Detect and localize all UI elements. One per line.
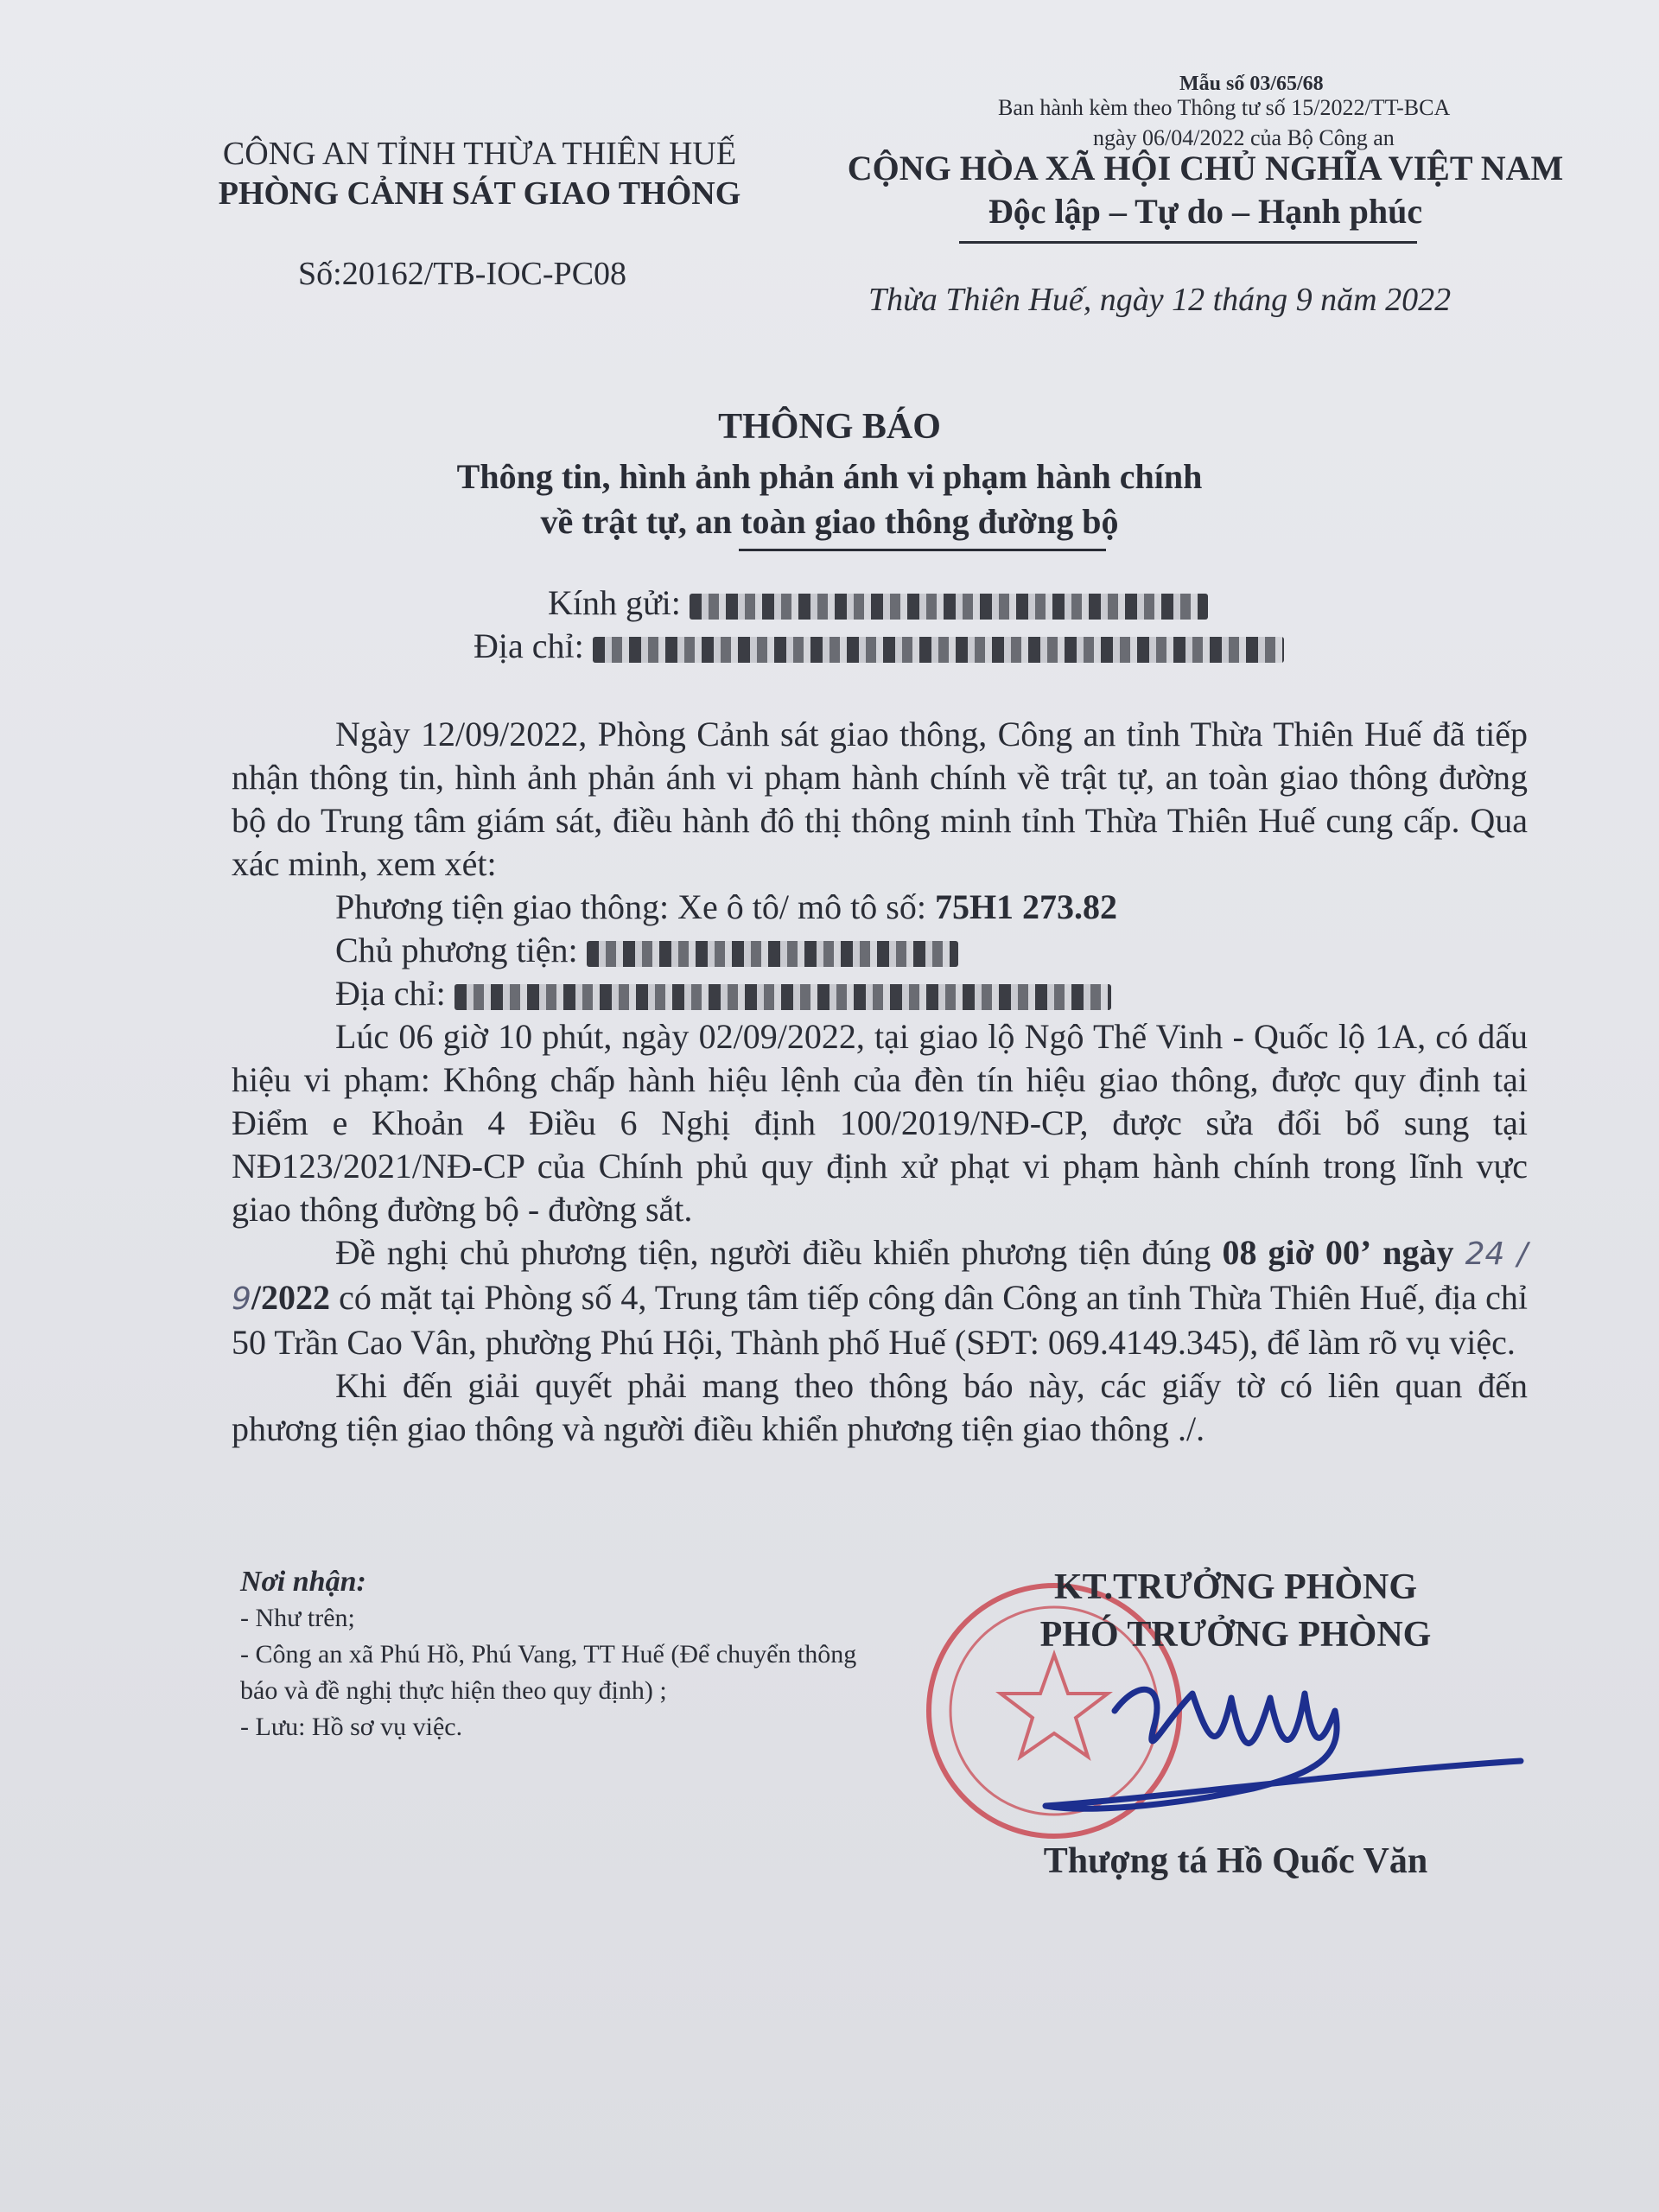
document-body: [232, 713, 1528, 1451]
form-issued-with: Ban hành kèm theo Thông tư số 15/2022/TT-BCA: [998, 95, 1451, 120]
recipients-heading: Nơi nhận:: [240, 1566, 366, 1598]
summons-year: /2022: [251, 1278, 331, 1317]
form-code: Mẫu số 03/65/68: [1179, 73, 1324, 95]
motto-underline: [959, 241, 1417, 244]
agency-block: [177, 134, 782, 213]
subtitle-line-1: Thông tin, hình ảnh phản ánh vi phạm hành chính: [456, 457, 1203, 496]
signatory-title-2: PHÓ TRƯỞNG PHÒNG: [1039, 1615, 1432, 1655]
recipient-item: - Công an xã Phú Hồ, Phú Vang, TT Huế (Để chuyển thông báo và đề nghị thực hiện theo quy định) ;: [240, 1640, 857, 1705]
agency-dept: PHÒNG CẢNH SÁT GIAO THÔNG: [218, 175, 741, 212]
agency-parent: CÔNG AN TỈNH THỪA THIÊN HUẾ: [222, 136, 737, 172]
owner-label: Chủ phương tiện:: [335, 931, 578, 969]
summons-time: 08 giờ 00’: [1222, 1233, 1372, 1272]
form-issued-date: ngày 06/04/2022 của Bộ Công an: [1093, 125, 1395, 150]
to-label: Kính gửi:: [548, 583, 681, 622]
summons-start: Đề nghị chủ phương tiện, người điều khiển phương tiện đúng: [335, 1233, 1211, 1272]
paragraph-requirements: Khi đến giải quyết phải mang theo thông báo này, các giấy tờ có liên quan đến phương tiện giao thông và người điều khiển phương tiện giao thông ./.: [232, 1366, 1528, 1448]
recipients-list: [240, 1564, 880, 1745]
paragraph-violation: Lúc 06 giờ 10 phút, ngày 02/09/2022, tại giao lộ Ngô Thế Vinh - Quốc lộ 1A, có dấu hiệu vi phạm: Không chấp hành hiệu lệnh của đèn tín hiệu giao thông, được quy định tại Điểm e Khoản 4 Điều 6 Nghị định 100/2019/NĐ-CP, được sửa đổi bổ sung tại NĐ123/2021/NĐ-CP của Chính phủ quy định xử phạt vi phạm hành chính trong lĩnh vực giao thông đường bộ - đường sắt.: [232, 1017, 1528, 1229]
subtitle-line-2: về trật tự, an toàn giao thông đường bộ: [540, 502, 1119, 541]
recipient-block: [474, 582, 1284, 668]
summons-day-label: ngày: [1382, 1233, 1454, 1272]
redacted-recipient-address: [593, 637, 1284, 663]
redacted-owner-address: [454, 984, 1111, 1010]
handwritten-signature: [994, 1659, 1529, 1832]
recipient-item: - Như trên;: [240, 1604, 355, 1632]
vehicle-label: Phương tiện giao thông: Xe ô tô/ mô tô số:: [335, 887, 926, 926]
address-line: [474, 625, 1284, 668]
document-number: Số:20162/TB-IOC-PC08: [298, 256, 627, 292]
signatory-title-block: [916, 1564, 1555, 1659]
paragraph-summons: [232, 1231, 1528, 1364]
redacted-recipient-name: [690, 594, 1208, 620]
redacted-owner-name: [587, 941, 958, 967]
vehicle-line: [232, 886, 1528, 929]
license-plate: 75H1 273.82: [934, 887, 1118, 926]
nation-block: [804, 147, 1607, 233]
motto: Độc lập – Tự do – Hạnh phúc: [988, 192, 1423, 231]
address-label: Địa chỉ:: [474, 626, 584, 665]
signatory-name: Thượng tá Hồ Quốc Văn: [1043, 1841, 1428, 1881]
handwritten-date: 24 / 9: [232, 1236, 1529, 1317]
recipient-item: - Lưu: Hồ sơ vụ việc.: [240, 1713, 463, 1741]
summons-rest: có mặt tại Phòng số 4, Trung tâm tiếp công dân Công an tỉnh Thừa Thiên Huế, địa chỉ 50 Trần Cao Vân, phường Phú Hội, Thành phố Huế (SĐT: 069.4149.345), để làm rõ vụ việc.: [232, 1278, 1528, 1362]
owner-address-label: Địa chỉ:: [335, 974, 446, 1013]
document-title: THÔNG BÁO: [718, 407, 941, 447]
paragraph-receipt: Ngày 12/09/2022, Phòng Cảnh sát giao thông, Công an tỉnh Thừa Thiên Huế đã tiếp nhận thông tin, hình ảnh phản ánh vi phạm hành chính về trật tự, an toàn giao thông đường bộ do Trung tâm giám sát, điều hành đô thị thông minh tỉnh Thừa Thiên Huế cung cấp. Qua xác minh, xem xét:: [232, 715, 1528, 883]
title-underline: [739, 549, 1106, 551]
owner-line: [232, 929, 1528, 972]
signatory-title-1: KT.TRƯỞNG PHÒNG: [1054, 1567, 1417, 1607]
place-date: Thừa Thiên Huế, ngày 12 tháng 9 năm 2022: [868, 282, 1452, 318]
nation-name: CỘNG HÒA XÃ HỘI CHỦ NGHĨA VIỆT NAM: [847, 149, 1564, 188]
owner-address-line: [232, 972, 1528, 1015]
to-line: [474, 582, 1284, 625]
